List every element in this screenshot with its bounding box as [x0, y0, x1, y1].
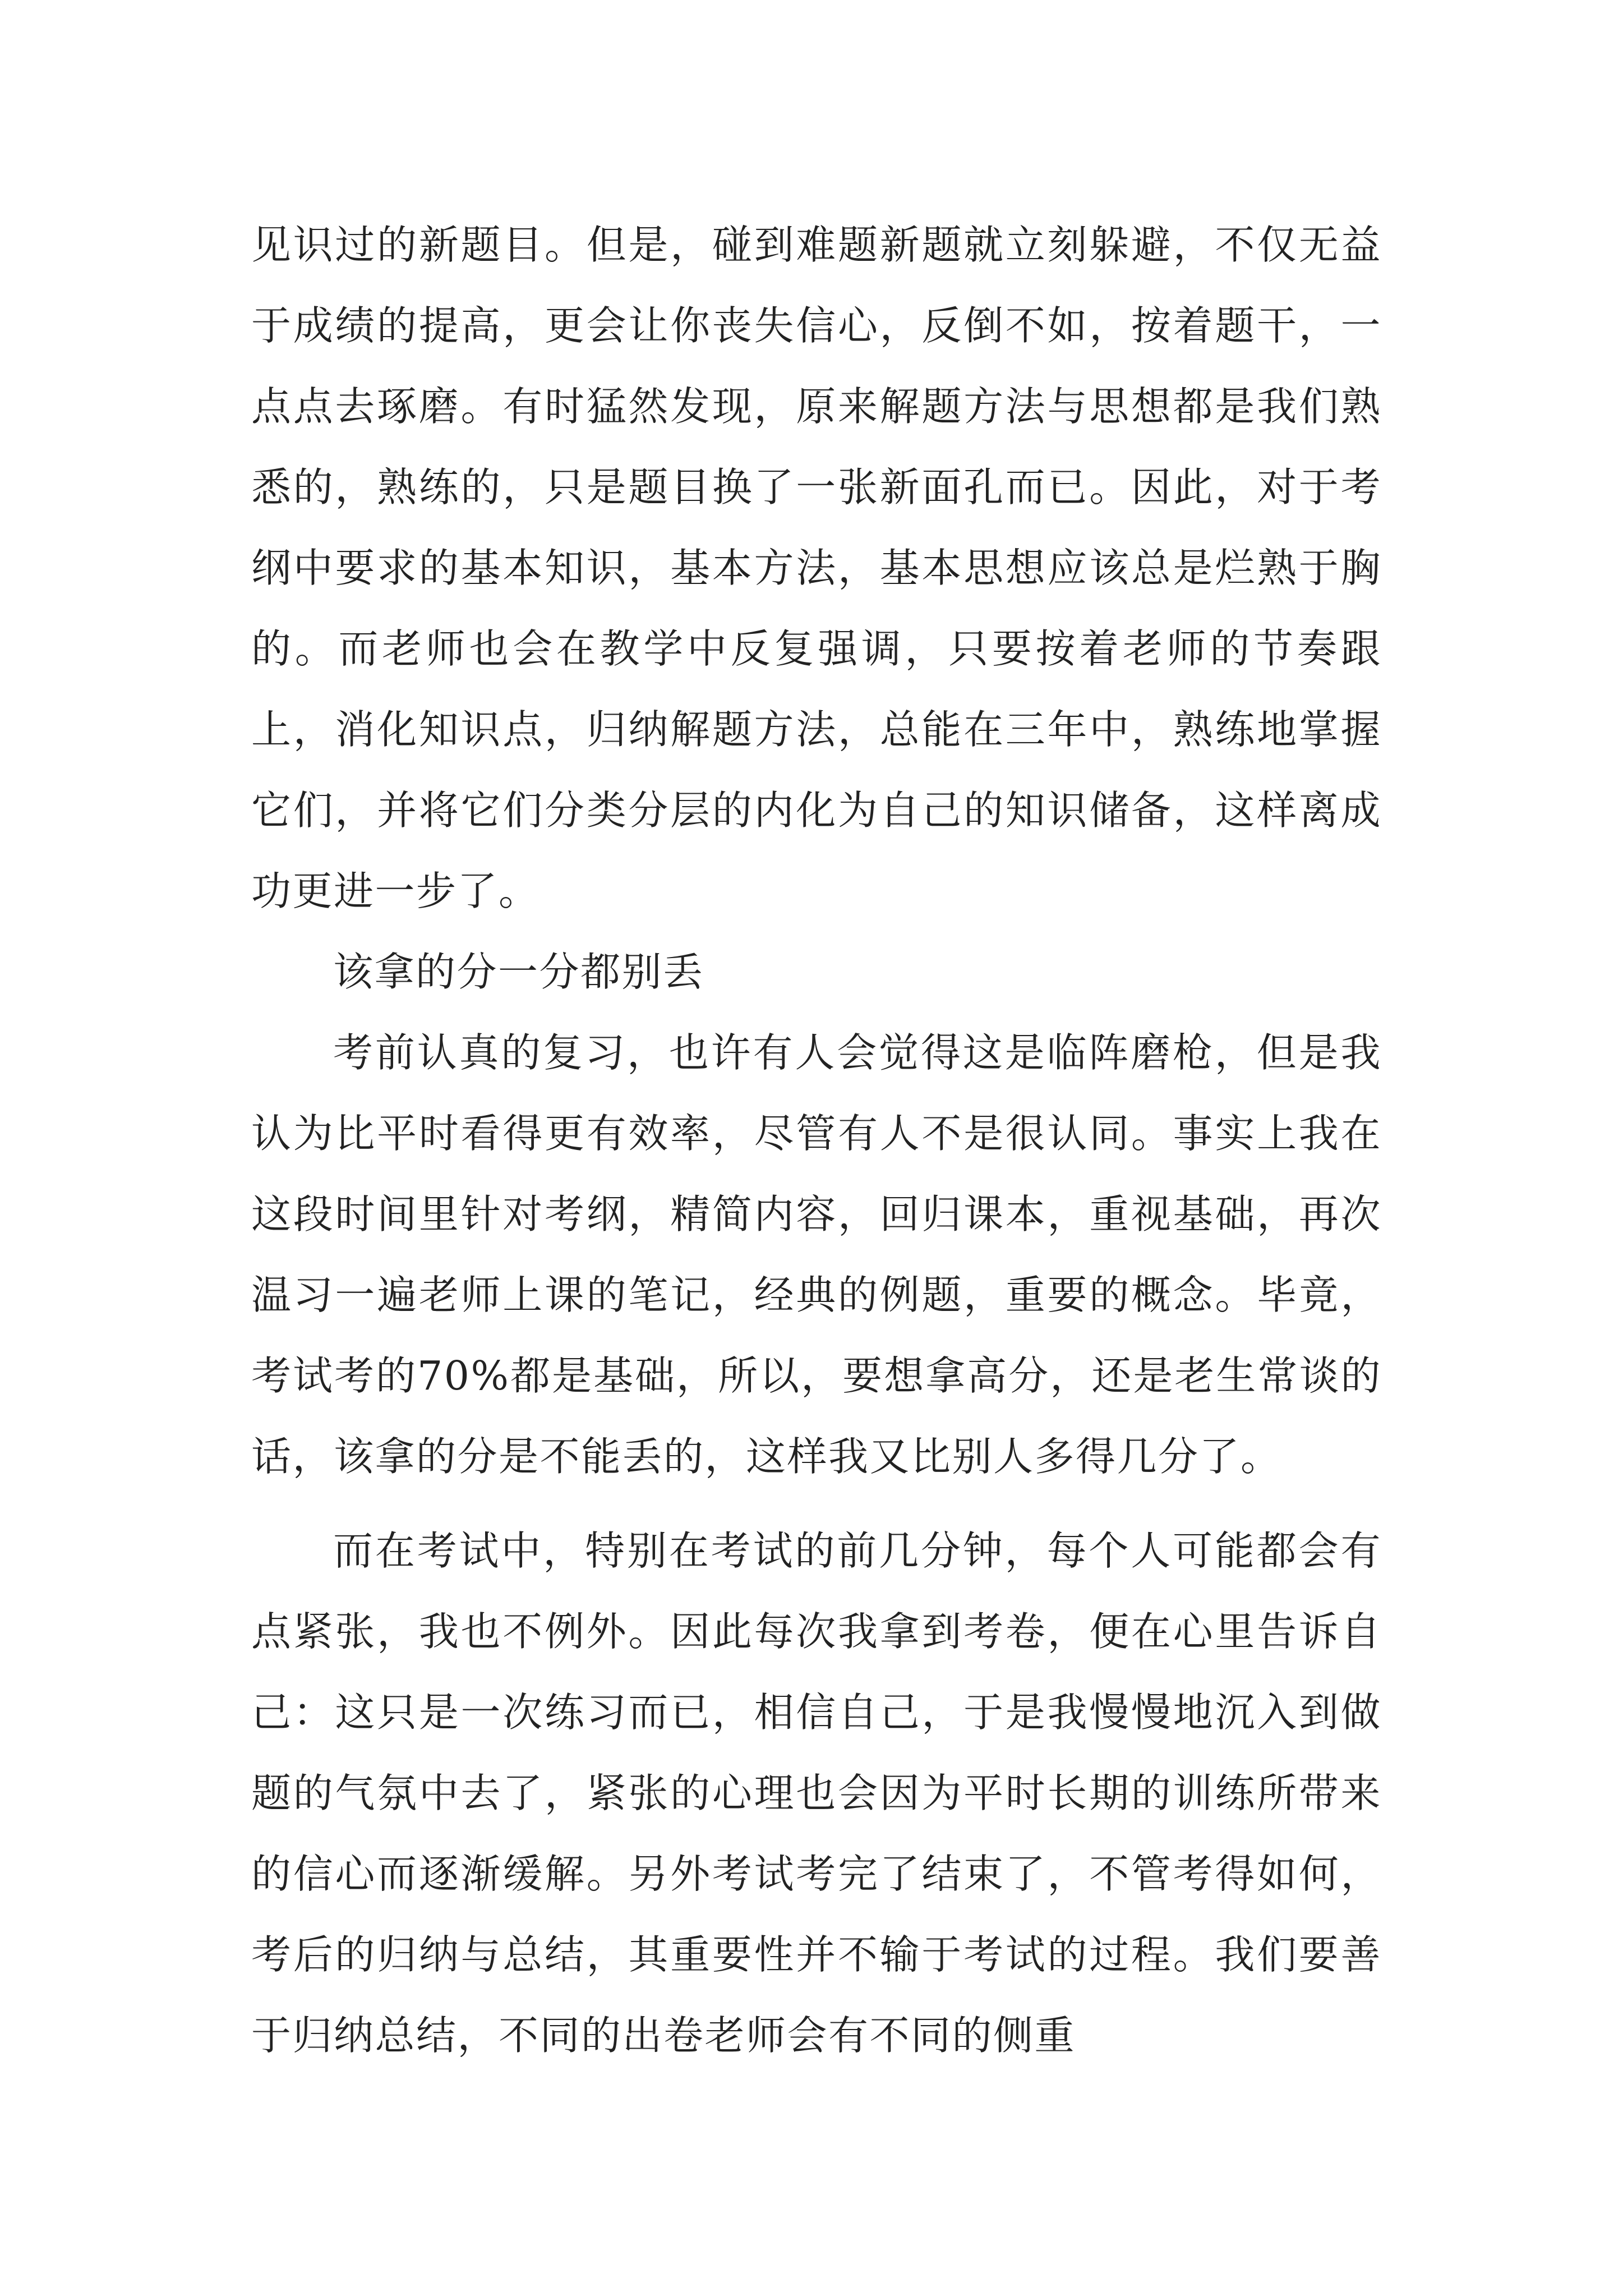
- paragraph-exam: 而在考试中，特别在考试的前几分钟，每个人可能都会有点紧张，我也不例外。因此每次我拿到考卷，便在心里告诉自己：这只是一次练习而已，相信自己，于是我慢慢地沉入到做题的气氛中去了，紧张的心理也会因为平时长期的训练所带来的信心而逐渐缓解。另外考试考完了结束了，不管考得如何，考后的归纳与总结，其重要性并不输于考试的过程。我们要善于归纳总结，不同的出卷老师会有不同的侧重: [251, 1527, 1382, 2059]
- document-body: [251, 205, 1382, 2076]
- paragraph-gap: [251, 1497, 1382, 1511]
- section-heading: 该拿的分一分都别丢: [333, 949, 704, 995]
- paragraph-review: 考前认真的复习，也许有人会觉得这是临阵磨枪，但是我认为比平时看得更有效率，尽管有人不是很认同。事实上我在这段时间里针对考纲，精简内容，回归课本，重视基础，再次温习一遍老师上课的笔记，经典的例题，重要的概念。毕竟，考试考的70%都是基础，所以，要想拿高分，还是老生常谈的话，该拿的分是不能丢的，这样我又比别人多得几分了。: [251, 1029, 1382, 1480]
- paragraph-continued: 见识过的新题目。但是，碰到难题新题就立刻躲避，不仅无益于成绩的提高，更会让你丧失信心，反倒不如，按着题干，一点点去琢磨。有时猛然发现，原来解题方法与思想都是我们熟悉的，熟练的，只是题目换了一张新面孔而已。因此，对于考纲中要求的基本知识，基本方法，基本思想应该总是烂熟于胸的。而老师也会在教学中反复强调，只要按着老师的节奏跟上，消化知识点，归纳解题方法，总能在三年中，熟练地掌握它们，并将它们分类分层的内化为自己的知识储备，这样离成功更进一步了。: [251, 222, 1382, 914]
